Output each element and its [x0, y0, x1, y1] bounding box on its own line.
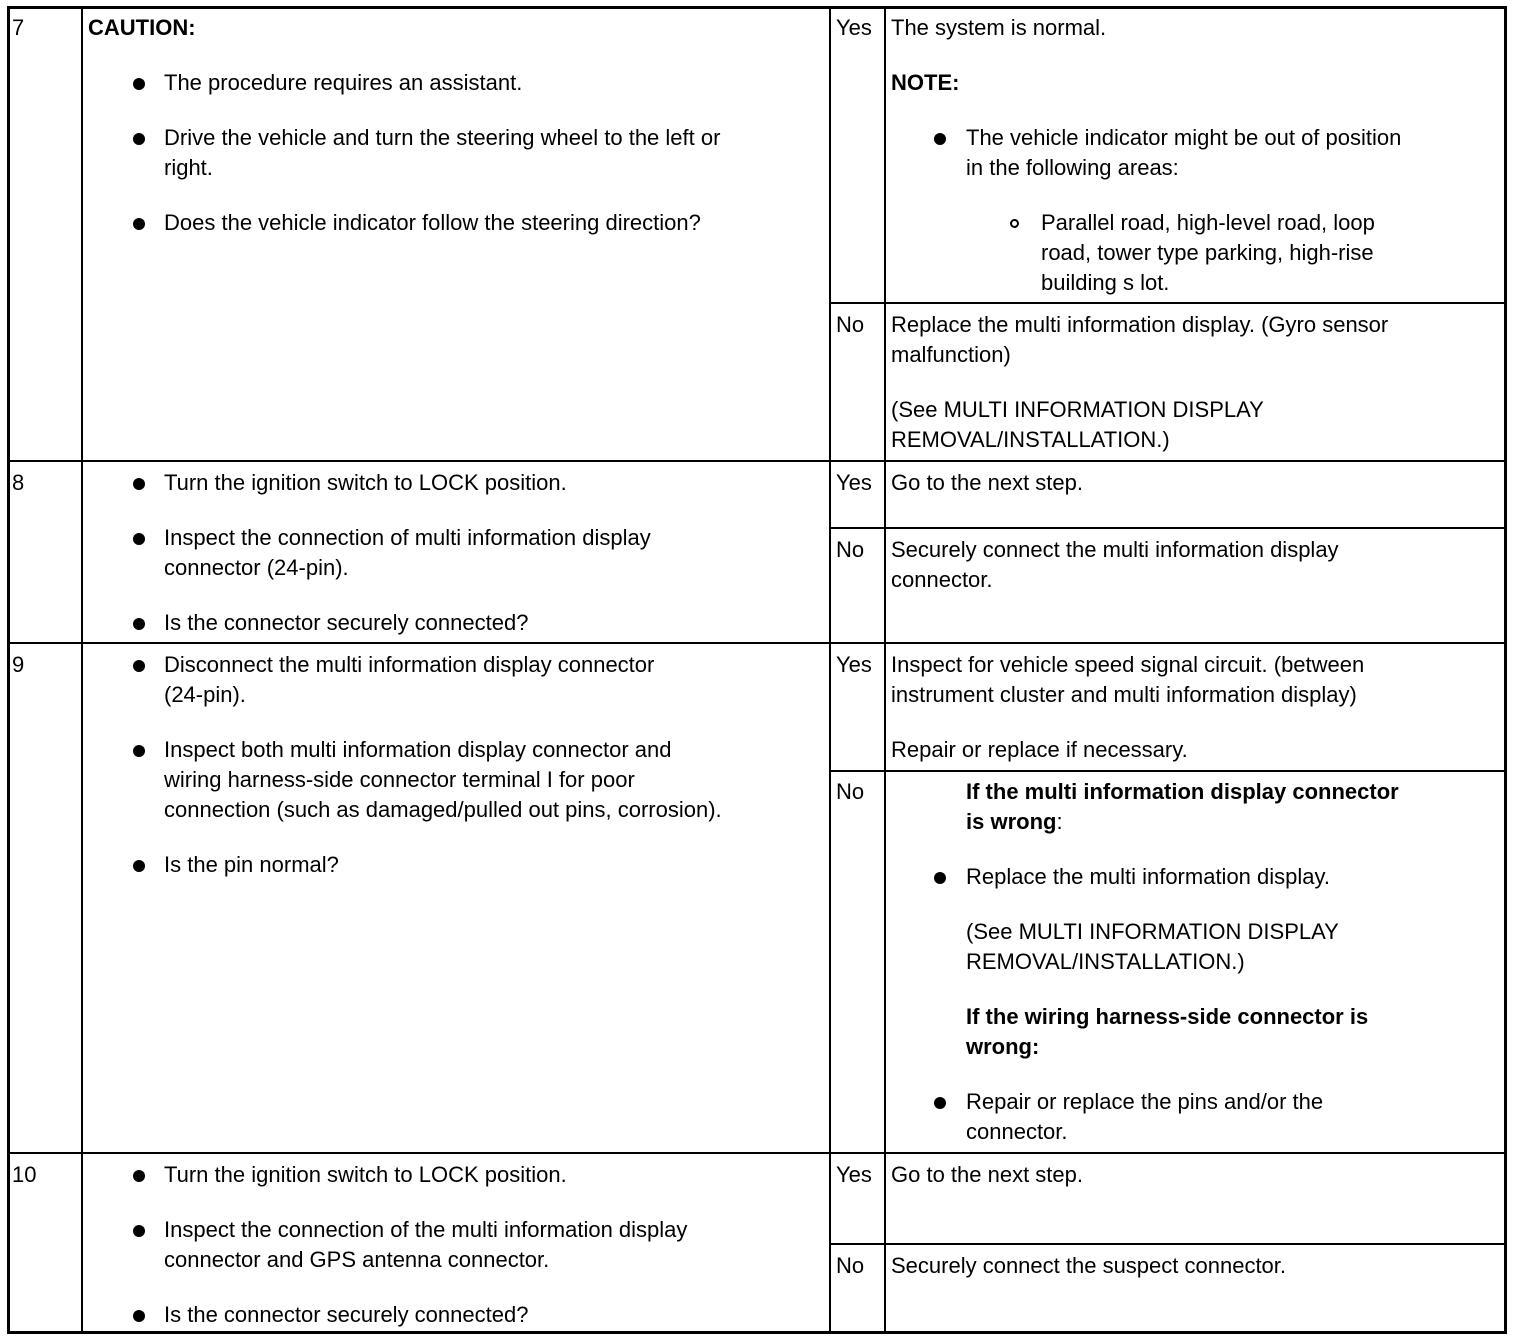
note-text: in the following areas:: [966, 155, 1179, 180]
result-text: (See MULTI INFORMATION DISPLAY: [966, 919, 1339, 944]
step-number: 7: [12, 15, 25, 40]
yes-label: Yes: [836, 470, 872, 495]
list-item-continued: connector (24-pin).: [164, 555, 349, 580]
column-divider-action: [829, 6, 831, 1334]
bullet-icon: [133, 660, 145, 672]
list-item: Disconnect the multi information display connector: [164, 652, 655, 677]
yes-label: Yes: [836, 1162, 872, 1187]
yes-no-divider: [829, 527, 1507, 529]
result-text: REMOVAL/INSTALLATION.): [891, 427, 1170, 452]
bullet-icon: [133, 133, 145, 145]
result-text: REMOVAL/INSTALLATION.): [966, 949, 1245, 974]
bullet-icon: [133, 78, 145, 90]
bullet-icon: [133, 1225, 145, 1237]
bullet-icon: [133, 478, 145, 490]
result-text: connector.: [891, 567, 993, 592]
result-text: (See MULTI INFORMATION DISPLAY: [891, 397, 1264, 422]
list-item-continued: connection (such as damaged/pulled out pins, corrosion).: [164, 797, 722, 822]
result-text: Go to the next step.: [891, 1162, 1084, 1187]
row-divider: [7, 1152, 1507, 1154]
no-label: No: [836, 312, 865, 337]
bullet-icon: [133, 218, 145, 230]
result-text: Repair or replace the pins and/or the: [966, 1089, 1324, 1114]
list-item-continued: connector and GPS antenna connector.: [164, 1247, 550, 1272]
bullet-icon: [133, 533, 145, 545]
bullet-icon: [133, 860, 145, 872]
result-text: Repair or replace if necessary.: [891, 737, 1188, 762]
result-text: Replace the multi information display.: [966, 864, 1330, 889]
condition-heading: is wrong:: [966, 809, 1063, 834]
list-item: The procedure requires an assistant.: [164, 70, 523, 95]
list-item: Is the connector securely connected?: [164, 610, 529, 635]
result-text: Replace the multi information display. (Gyro sensor: [891, 312, 1389, 337]
step-number: 10: [12, 1162, 37, 1187]
condition-heading: If the multi information display connector: [966, 779, 1399, 804]
sub-item-text: Parallel road, high-level road, loop: [1041, 210, 1375, 235]
column-divider-step: [81, 6, 83, 1334]
bullet-icon: [934, 133, 946, 145]
no-label: No: [836, 537, 865, 562]
result-text: Go to the next step.: [891, 470, 1084, 495]
sub-bullet-icon: [1010, 219, 1019, 228]
list-item: Does the vehicle indicator follow the steering direction?: [164, 210, 701, 235]
step-number: 8: [12, 470, 25, 495]
result-text: The system is normal.: [891, 15, 1107, 40]
list-item: Is the pin normal?: [164, 852, 339, 877]
result-text: Securely connect the multi information display: [891, 537, 1339, 562]
sub-item-text: road, tower type parking, high-rise: [1041, 240, 1374, 265]
list-item: Inspect the connection of multi information display: [164, 525, 651, 550]
result-text: Inspect for vehicle speed signal circuit. (between: [891, 652, 1365, 677]
list-item-continued: (24-pin).: [164, 682, 246, 707]
no-label: No: [836, 1253, 865, 1278]
result-text: malfunction): [891, 342, 1011, 367]
bullet-icon: [133, 618, 145, 630]
column-divider-result: [884, 6, 886, 1334]
heading-colon: :: [1056, 809, 1063, 834]
caution-label: CAUTION:: [88, 15, 196, 40]
bullet-icon: [133, 745, 145, 757]
result-text: instrument cluster and multi information display): [891, 682, 1357, 707]
note-label: NOTE:: [891, 70, 960, 95]
yes-label: Yes: [836, 652, 872, 677]
row-divider: [7, 642, 1507, 644]
bullet-icon: [133, 1310, 145, 1322]
list-item: Inspect both multi information display connector and: [164, 737, 672, 762]
yes-no-divider: [829, 302, 1507, 304]
list-item: Drive the vehicle and turn the steering wheel to the left or: [164, 125, 721, 150]
note-text: The vehicle indicator might be out of position: [966, 125, 1402, 150]
result-text: Securely connect the suspect connector.: [891, 1253, 1287, 1278]
yes-label: Yes: [836, 15, 872, 40]
result-text: connector.: [966, 1119, 1068, 1144]
bullet-icon: [934, 872, 946, 884]
list-item: Turn the ignition switch to LOCK position.: [164, 1162, 567, 1187]
yes-no-divider: [829, 1243, 1507, 1245]
no-label: No: [836, 779, 865, 804]
step-number: 9: [12, 652, 25, 677]
condition-heading: wrong:: [966, 1034, 1040, 1059]
list-item-continued: wiring harness-side connector terminal I for poor: [164, 767, 635, 792]
bullet-icon: [133, 1170, 145, 1182]
condition-heading: If the wiring harness-side connector is: [966, 1004, 1369, 1029]
list-item: Inspect the connection of the multi information display: [164, 1217, 688, 1242]
sub-item-text: building s lot.: [1041, 270, 1170, 295]
list-item: Turn the ignition switch to LOCK position.: [164, 470, 567, 495]
row-divider: [7, 460, 1507, 462]
list-item: Is the connector securely connected?: [164, 1302, 529, 1327]
yes-no-divider: [829, 770, 1507, 772]
bullet-icon: [934, 1097, 946, 1109]
list-item-continued: right.: [164, 155, 213, 180]
